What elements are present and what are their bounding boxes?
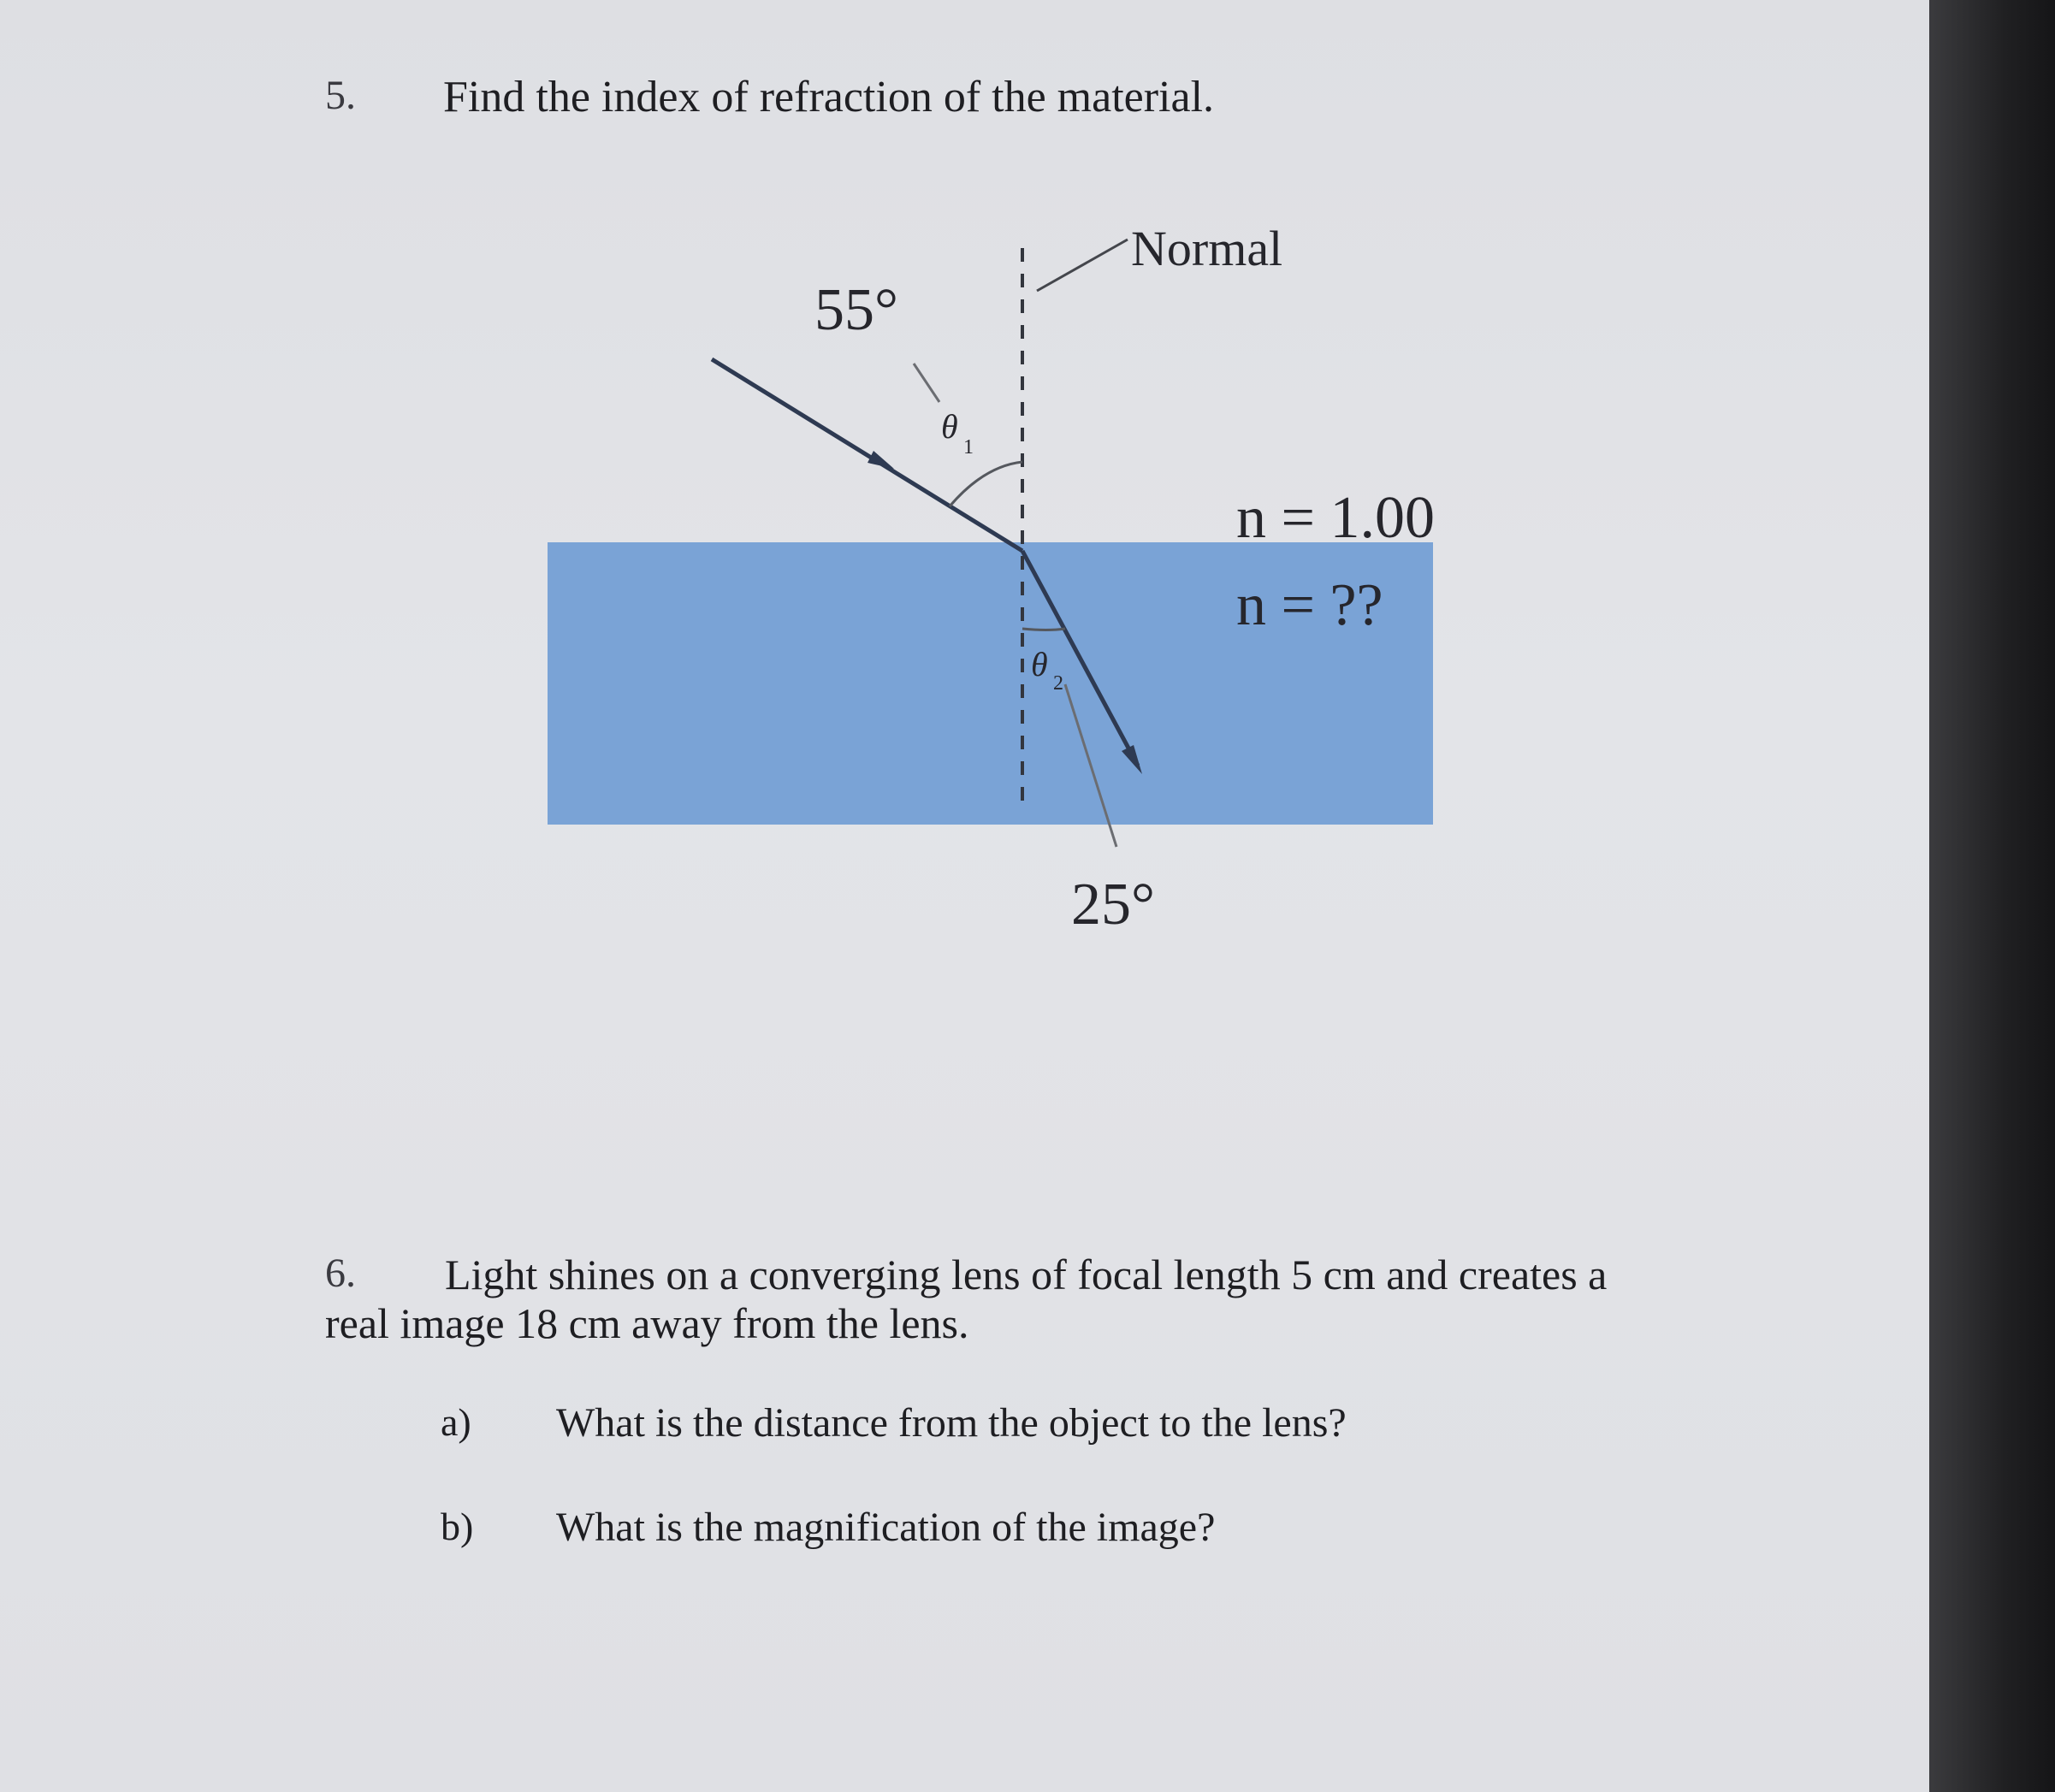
theta2-symbol: θ [1031, 645, 1048, 683]
theta1-subscript: 1 [963, 436, 974, 458]
question-5-text: Find the index of refraction of the material. [443, 73, 1215, 121]
incident-angle-label: 55° [814, 277, 898, 343]
desk-background-edge [1929, 0, 2055, 1792]
material-index-label: n = ?? [1236, 572, 1383, 638]
refracted-angle-label: 25° [1071, 872, 1155, 937]
theta1-arc [950, 462, 1022, 506]
theta2-subscript: 2 [1053, 672, 1063, 695]
incident-angle-leader [914, 364, 939, 402]
normal-leader-line [1037, 240, 1128, 291]
question-6-text-line-1: Light shines on a converging lens of focal length 5 cm and creates a [445, 1251, 1608, 1298]
question-6a-text: What is the distance from the object to the lens? [556, 1400, 1347, 1446]
incident-ray [712, 359, 1022, 551]
question-6b-label: b) [441, 1505, 474, 1548]
theta1-symbol: θ [941, 407, 958, 446]
question-6a-label: a) [441, 1400, 471, 1444]
incident-ray-arrowhead [868, 451, 894, 469]
normal-label: Normal [1131, 221, 1283, 276]
theta2-arc [1022, 629, 1065, 630]
question-5-number: 5. [325, 73, 356, 118]
question-6-number: 6. [325, 1251, 356, 1296]
air-index-label: n = 1.00 [1236, 485, 1435, 551]
question-6b-text: What is the magnification of the image? [556, 1505, 1216, 1550]
question-6-text-line-2: real image 18 cm away from the lens. [325, 1299, 969, 1347]
